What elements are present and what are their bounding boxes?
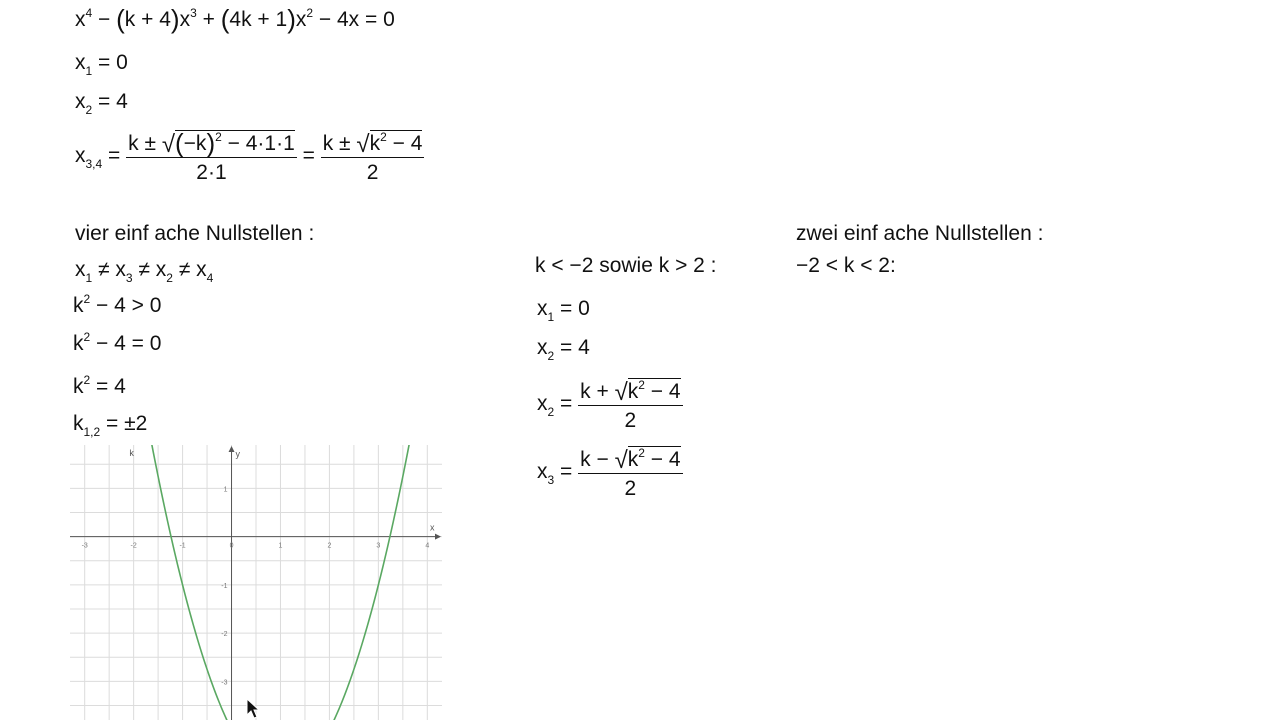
x-tick-label: 2 xyxy=(327,542,332,550)
term: k xyxy=(627,380,639,403)
mouse-cursor-icon xyxy=(246,698,262,720)
var-k: k xyxy=(73,294,84,317)
term: k xyxy=(369,132,381,155)
y-axis-arrow xyxy=(229,446,235,452)
square-root xyxy=(614,378,681,406)
var-x: x xyxy=(75,51,86,74)
value: = 0 xyxy=(92,51,128,74)
denominator: 2 xyxy=(366,161,379,185)
middle-root-x3-formula xyxy=(537,446,683,499)
var-x: x xyxy=(196,258,207,281)
paren: ) xyxy=(170,4,180,34)
subscript: 3 xyxy=(547,473,555,488)
operator: ≠ xyxy=(132,258,156,281)
term: − 4x = 0 xyxy=(313,8,395,31)
curve-label: k xyxy=(129,448,134,458)
radicand xyxy=(370,130,423,154)
term: k + 4 xyxy=(124,8,171,31)
var-x: x xyxy=(155,258,167,281)
var-x: x xyxy=(179,8,191,31)
subscript: 2 xyxy=(166,271,173,285)
paren: ) xyxy=(287,4,296,34)
var-k: k xyxy=(73,375,84,398)
exponent: 3 xyxy=(190,6,197,20)
fraction-quadratic-formula xyxy=(126,130,297,183)
value: = 0 xyxy=(554,297,590,320)
exponent: 4 xyxy=(85,6,93,20)
k-squared xyxy=(73,373,126,398)
term: k xyxy=(627,448,639,471)
operator: ≠ xyxy=(172,258,197,281)
paren: ( xyxy=(220,4,230,34)
term: − 4·1·1 xyxy=(221,132,295,155)
exponent: 2 xyxy=(638,378,645,392)
term: − 4 xyxy=(386,132,423,155)
term: k ± xyxy=(322,132,357,155)
x-tick-label: 1 xyxy=(278,542,283,550)
term: 4k + 1 xyxy=(229,8,288,31)
term: − 4 xyxy=(644,448,681,471)
inequality-chain xyxy=(75,258,214,285)
operator: = xyxy=(554,460,579,484)
fraction-simplified xyxy=(321,130,425,183)
subscript: 1 xyxy=(85,64,93,78)
x-axis-label: x xyxy=(430,522,435,533)
y-tick-label: -1 xyxy=(221,582,228,590)
radicand xyxy=(175,128,295,158)
middle-root-x1 xyxy=(537,297,590,324)
exponent: 2 xyxy=(83,373,91,387)
value: = 4 xyxy=(92,90,128,113)
var-x: x xyxy=(75,258,86,281)
parabola-graph xyxy=(70,445,442,720)
root-x2 xyxy=(75,90,128,117)
square-root xyxy=(356,130,423,158)
root-x34 xyxy=(75,130,424,183)
denominator: 2·1 xyxy=(196,161,227,185)
operator: = xyxy=(296,144,321,168)
k-values xyxy=(73,412,148,439)
radicand xyxy=(628,378,681,402)
var-x: x xyxy=(75,90,86,113)
y-tick-label: -3 xyxy=(221,679,228,687)
discriminant-positive xyxy=(73,292,162,317)
operator: = xyxy=(102,144,127,168)
var-x: x xyxy=(537,297,548,320)
subscript: 1 xyxy=(547,310,555,324)
fraction xyxy=(578,378,682,431)
radical-sign: √ xyxy=(161,131,175,158)
radical-sign: √ xyxy=(614,379,628,406)
operator: = xyxy=(554,392,579,416)
exponent: 2 xyxy=(83,292,91,306)
operator: + xyxy=(196,8,221,31)
exponent: 2 xyxy=(380,130,387,144)
y-tick-label: -2 xyxy=(221,631,228,639)
subscript: 3,4 xyxy=(85,157,103,172)
term: k + xyxy=(580,380,615,403)
parabola-curve xyxy=(109,445,442,720)
x-tick-label: -2 xyxy=(130,542,137,550)
paren: ) xyxy=(206,128,216,158)
term: = ±2 xyxy=(100,412,148,435)
fraction xyxy=(578,446,682,499)
var-x: x xyxy=(115,258,126,281)
term: − 4 > 0 xyxy=(90,294,162,317)
root-x1 xyxy=(75,51,128,78)
heading-two-roots: zwei einf ache Nullstellen : xyxy=(796,222,1044,245)
term: − 4 = 0 xyxy=(90,332,162,355)
exponent: 2 xyxy=(83,330,91,344)
k-range-condition: −2 < k < 2: xyxy=(796,254,896,277)
var-x: x xyxy=(75,8,86,31)
var-x: x xyxy=(537,460,548,484)
subscript: 4 xyxy=(206,271,214,285)
term: k ± xyxy=(128,132,162,155)
grid xyxy=(70,445,442,720)
subscript: 1 xyxy=(85,271,93,285)
operator: ≠ xyxy=(92,258,116,281)
x-tick-label: 3 xyxy=(376,542,381,550)
numerator xyxy=(321,130,425,158)
radical-sign: √ xyxy=(356,131,370,158)
y-axis-label: y xyxy=(235,449,241,459)
subscript: 2 xyxy=(547,405,555,420)
heading-four-roots: vier einf ache Nullstellen : xyxy=(75,222,315,245)
var-x: x xyxy=(295,8,307,31)
term: = 4 xyxy=(90,375,126,398)
exponent: 2 xyxy=(306,6,314,20)
term: −k xyxy=(183,132,207,155)
var-x: x xyxy=(75,144,86,168)
numerator xyxy=(578,378,682,406)
exponent: 2 xyxy=(638,446,645,460)
x-tick-label: -3 xyxy=(81,542,88,550)
var-k: k xyxy=(73,412,84,435)
square-root xyxy=(161,128,295,158)
square-root xyxy=(614,446,681,474)
paren: ( xyxy=(175,128,184,158)
value: = 4 xyxy=(554,336,590,359)
paren: ( xyxy=(116,4,125,34)
subscript: 1,2 xyxy=(83,425,101,439)
subscript: 2 xyxy=(85,103,93,117)
radicand xyxy=(628,446,681,470)
heading-k-condition: k < −2 sowie k > 2 : xyxy=(535,254,717,277)
x-tick-label: 4 xyxy=(425,542,430,550)
var-x: x xyxy=(537,336,548,359)
middle-root-x2-formula xyxy=(537,378,683,431)
x-axis-arrow xyxy=(435,534,441,540)
term: − 4 xyxy=(644,380,681,403)
var-x: x xyxy=(537,392,548,416)
x-tick-label: 0 xyxy=(229,542,234,550)
denominator: 2 xyxy=(624,409,637,433)
middle-root-x2 xyxy=(537,336,590,363)
radical-sign: √ xyxy=(614,447,628,474)
main-equation xyxy=(75,4,395,34)
subscript: 3 xyxy=(125,271,133,285)
denominator: 2 xyxy=(624,477,637,501)
exponent: 2 xyxy=(215,130,222,144)
numerator xyxy=(578,446,682,474)
x-tick-label: -1 xyxy=(179,542,186,550)
term: k − xyxy=(580,448,615,471)
discriminant-zero xyxy=(73,330,162,355)
y-tick-label: 1 xyxy=(223,486,228,494)
numerator xyxy=(126,130,297,158)
subscript: 2 xyxy=(547,349,555,363)
operator: − xyxy=(92,8,117,31)
var-k: k xyxy=(73,332,84,355)
